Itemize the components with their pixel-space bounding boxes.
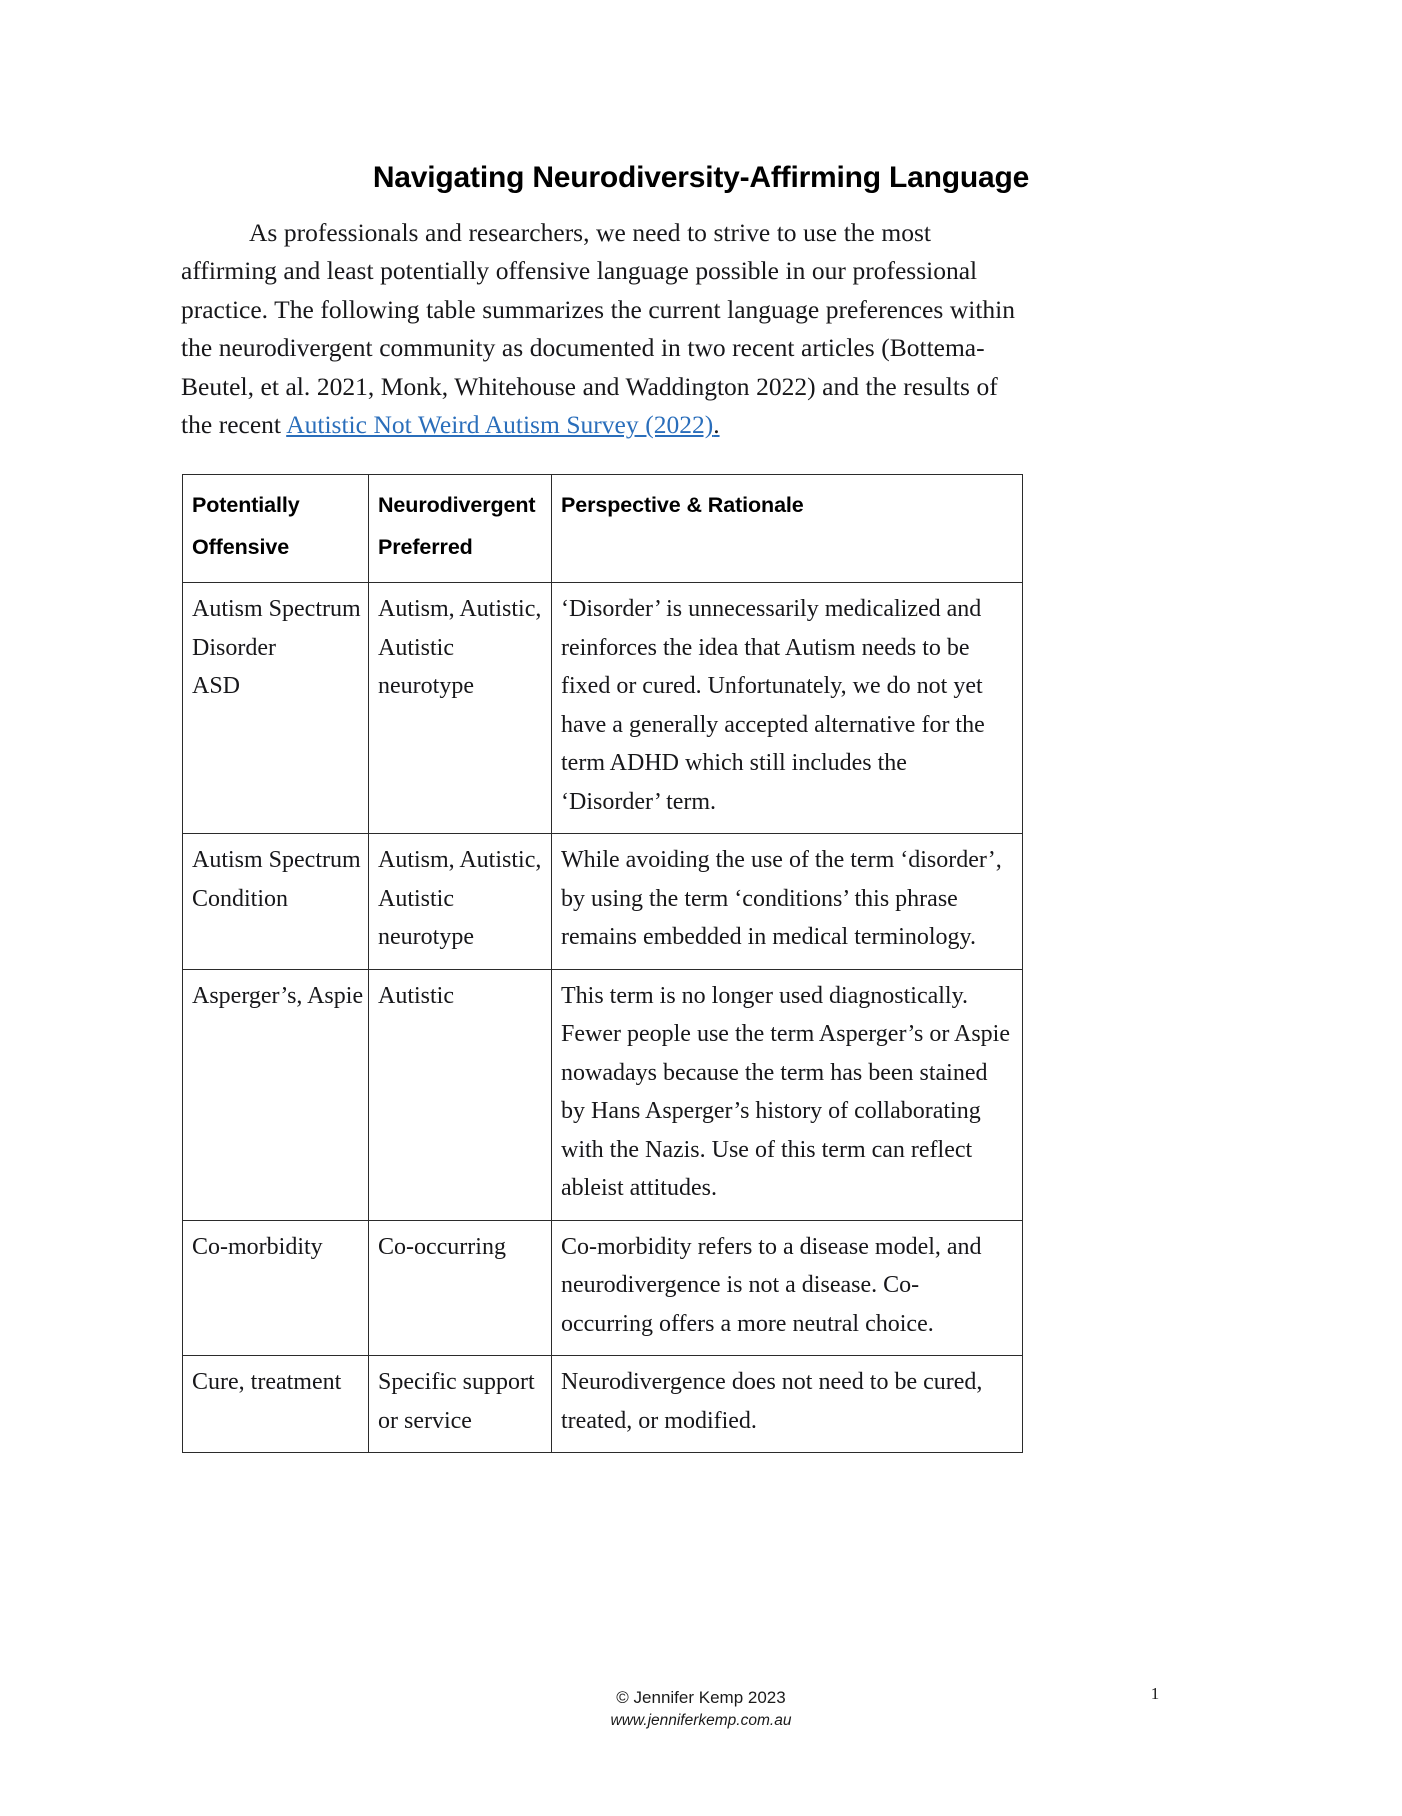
cell-neurodivergent-preferred [369,834,552,970]
cell-line-1: Asperger’s, Aspie [192,982,364,1009]
cell-potentially-offensive [183,834,369,970]
cell-neurodivergent-preferred [369,969,552,1220]
column-header-line-1: Potentially [192,493,300,517]
cell-potentially-offensive [183,969,369,1220]
table-body [183,583,1023,1453]
cell-perspective-rationale: This term is no longer used diagnostically. Fewer people use the term Asperger’s or Aspie nowadays because the term has been stained by Hans Asperger’s history of collaborating with the Nazis. Use of this term can reflect ableist attitudes. [552,969,1023,1220]
language-preferences-table [182,474,1023,1453]
autistic-not-weird-survey-link[interactable]: Autistic Not Weird Autism Survey (2022) [286,410,714,439]
cell-perspective-rationale: ‘Disorder’ is unnecessarily medicalized and reinforces the idea that Autism needs to be fixed or cured. Unfortunately, we do not yet have a generally accepted alternative for the term ADHD which still includes the ‘Disorder’ term. [552,583,1023,834]
table-header-row [183,475,1023,583]
cell-neurodivergent-preferred [369,1356,552,1453]
column-header-line-2: Offensive [192,535,290,559]
copyright-notice: © Jennifer Kemp 2023 [616,1688,786,1707]
cell-perspective-rationale: While avoiding the use of the term ‘disorder’, by using the term ‘conditions’ this phrase remains embedded in medical terminology. [552,834,1023,970]
cell-line-1: Cure, treatment [192,1369,342,1395]
cell-line-1: Autism, Autistic, [378,847,542,873]
cell-line-2: Disorder [192,634,276,661]
table-row [183,1356,1023,1453]
page-number: 1 [1150,1684,1160,1703]
cell-perspective-rationale: Neurodivergence does not need to be cured, treated, or modified. [552,1356,1023,1453]
column-header-potentially-offensive [183,475,369,583]
cell-line-3: neurotype [378,673,474,699]
cell-line-1: Specific support [378,1369,535,1395]
cell-potentially-offensive [183,1220,369,1356]
cell-line-1: Co-morbidity [192,1233,323,1260]
cell-line-2: Autistic [378,885,454,912]
intro-text-after-link: . [713,410,720,439]
table-row [183,583,1023,834]
page-title: Navigating Neurodiversity-Affirming Language [372,161,1030,195]
cell-line-1: Autism Spectrum [192,596,361,622]
cell-line-1: Autism, Autistic, [378,596,542,622]
cell-potentially-offensive [183,1356,369,1453]
column-header-perspective-rationale [552,475,1023,583]
website-url: www.jenniferkemp.com.au [610,1712,792,1729]
cell-line-2: or service [378,1407,472,1434]
cell-line-3: neurotype [378,924,474,950]
cell-line-1: Autistic [378,982,454,1009]
page-footer [0,1686,1402,1732]
cell-line-3: ASD [192,673,241,699]
intro-paragraph [181,214,1026,445]
column-header-line-1: Perspective & Rationale [561,493,804,517]
column-header-line-2: Preferred [378,535,473,559]
column-header-line-1: Neurodivergent [378,493,536,517]
table-row [183,969,1023,1220]
cell-line-2: Condition [192,885,289,912]
table-row [183,1220,1023,1356]
cell-neurodivergent-preferred [369,1220,552,1356]
cell-perspective-rationale: Co-morbidity refers to a disease model, and neurodivergence is not a disease. Co-occurring offers a more neutral choice. [552,1220,1023,1356]
cell-line-1: Autism Spectrum [192,847,361,873]
column-header-neurodivergent-preferred [369,475,552,583]
cell-line-2: Autistic [378,634,454,661]
table-header [183,475,1023,583]
table-row [183,834,1023,970]
cell-neurodivergent-preferred [369,583,552,834]
cell-potentially-offensive [183,583,369,834]
cell-line-1: Co-occurring [378,1233,506,1260]
intro-text-before-link: As professionals and researchers, we need to strive to use the most affirming and least potentially offensive language possible in our professional practice. The following table summarizes the current language preferences within the neurodivergent community as documented in two recent articles (Bottema-Beutel, et al. 2021, Monk, Whitehouse and Waddington 2022) and the results of the recent [181,217,1015,439]
